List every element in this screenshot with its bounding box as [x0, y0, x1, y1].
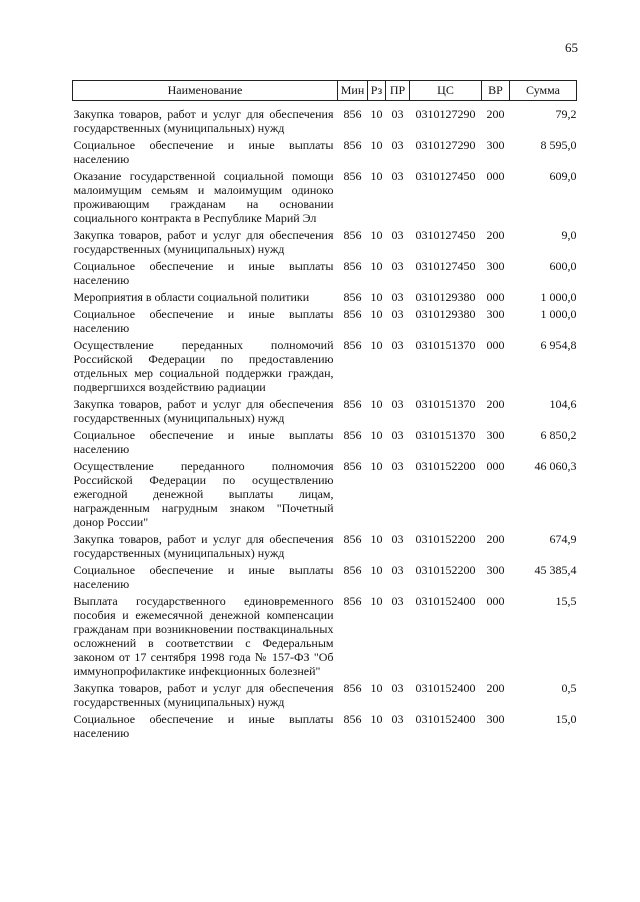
- cell-sum: 104,6: [549, 397, 577, 411]
- cell-cs: 0310151370: [415, 428, 476, 442]
- cell-rz: 10: [370, 338, 383, 352]
- table-row: [73, 560, 577, 591]
- cell-name: Социальное обеспечение и иные выплаты населению: [73, 307, 334, 335]
- cell-min: 856: [343, 459, 362, 473]
- cell-rz: 10: [370, 169, 383, 183]
- cell-cs: 0310127290: [415, 138, 476, 152]
- cell-pr: 03: [391, 428, 404, 442]
- cell-rz: 10: [370, 228, 383, 242]
- table-row: [73, 256, 577, 287]
- table-row: [73, 225, 577, 256]
- table-row: [73, 425, 577, 456]
- cell-pr: 03: [391, 594, 404, 608]
- cell-name: Социальное обеспечение и иные выплаты населению: [73, 259, 334, 287]
- cell-cs: 0310152200: [415, 459, 476, 473]
- cell-cs: 0310151370: [415, 338, 476, 352]
- cell-vr: 300: [486, 563, 505, 577]
- cell-rz: 10: [370, 290, 383, 304]
- cell-cs: 0310152400: [415, 681, 476, 695]
- cell-cs: 0310152400: [415, 712, 476, 726]
- cell-pr: 03: [391, 532, 404, 546]
- cell-vr: 200: [486, 397, 505, 411]
- cell-cs: 0310127450: [415, 169, 476, 183]
- cell-name: Закупка товаров, работ и услуг для обеспечения государственных (муниципальных) нужд: [73, 228, 334, 256]
- table-header: [73, 81, 577, 101]
- cell-name: Выплата государственного единовременного пособия и ежемесячной денежной компенсации гражданам при возникновении поствакцинальных осложнений в соответствии с Федеральным законом от 17 сентября 1998 года № 157-ФЗ "Об иммунопрофилактике инфекционных болезней": [73, 594, 334, 678]
- cell-name: Социальное обеспечение и иные выплаты населению: [73, 563, 334, 591]
- table-row: [73, 591, 577, 678]
- cell-sum: 674,9: [549, 532, 577, 546]
- table-row: [73, 529, 577, 560]
- table-row: [73, 456, 577, 529]
- cell-pr: 03: [391, 681, 404, 695]
- cell-sum: 0,5: [561, 681, 577, 695]
- cell-vr: 200: [486, 532, 505, 546]
- cell-cs: 0310151370: [415, 397, 476, 411]
- header-name: Наименование: [73, 81, 338, 101]
- cell-rz: 10: [370, 107, 383, 121]
- cell-vr: 200: [486, 681, 505, 695]
- cell-rz: 10: [370, 138, 383, 152]
- cell-cs: 0310127450: [415, 259, 476, 273]
- cell-pr: 03: [391, 397, 404, 411]
- cell-pr: 03: [391, 712, 404, 726]
- table-row: [73, 709, 577, 740]
- cell-min: 856: [343, 563, 362, 577]
- cell-vr: 200: [486, 228, 505, 242]
- table-row: [73, 135, 577, 166]
- cell-min: 856: [343, 712, 362, 726]
- cell-sum: 45 385,4: [534, 563, 577, 577]
- cell-vr: 300: [486, 259, 505, 273]
- cell-cs: 0310129380: [415, 307, 476, 321]
- cell-vr: 300: [486, 712, 505, 726]
- header-sum: Сумма: [510, 81, 577, 101]
- cell-min: 856: [343, 594, 362, 608]
- budget-table: [72, 80, 577, 740]
- cell-min: 856: [343, 259, 362, 273]
- cell-cs: 0310127450: [415, 228, 476, 242]
- cell-name: Мероприятия в области социальной политики: [73, 290, 310, 304]
- cell-vr: 000: [486, 459, 505, 473]
- cell-min: 856: [343, 169, 362, 183]
- cell-sum: 1 000,0: [540, 290, 577, 304]
- cell-name: Закупка товаров, работ и услуг для обеспечения государственных (муниципальных) нужд: [73, 681, 334, 709]
- cell-rz: 10: [370, 681, 383, 695]
- table-row: [73, 166, 577, 225]
- cell-sum: 6 954,8: [540, 338, 577, 352]
- cell-sum: 9,0: [561, 228, 577, 242]
- cell-vr: 300: [486, 307, 505, 321]
- cell-vr: 200: [486, 107, 505, 121]
- cell-min: 856: [343, 681, 362, 695]
- cell-name: Оказание государственной социальной помощи малоимущим семьям и малоимущим одиноко проживающим гражданам на основании социального контракта в Республике Марий Эл: [73, 169, 334, 225]
- cell-sum: 79,2: [555, 107, 577, 121]
- cell-name: Закупка товаров, работ и услуг для обеспечения государственных (муниципальных) нужд: [73, 397, 334, 425]
- cell-sum: 609,0: [549, 169, 577, 183]
- cell-min: 856: [343, 228, 362, 242]
- cell-name: Социальное обеспечение и иные выплаты населению: [73, 712, 334, 740]
- cell-pr: 03: [391, 228, 404, 242]
- cell-pr: 03: [391, 307, 404, 321]
- cell-rz: 10: [370, 712, 383, 726]
- cell-min: 856: [343, 532, 362, 546]
- cell-sum: 15,0: [555, 712, 577, 726]
- cell-rz: 10: [370, 532, 383, 546]
- cell-vr: 000: [486, 594, 505, 608]
- table-row: [73, 678, 577, 709]
- table-row: [73, 287, 577, 304]
- cell-pr: 03: [391, 259, 404, 273]
- cell-rz: 10: [370, 459, 383, 473]
- header-cs: ЦС: [410, 81, 482, 101]
- cell-cs: 0310152400: [415, 594, 476, 608]
- cell-rz: 10: [370, 428, 383, 442]
- cell-sum: 46 060,3: [534, 459, 577, 473]
- page-number: 65: [565, 40, 578, 55]
- cell-cs: 0310129380: [415, 290, 476, 304]
- header-rz: Рз: [368, 81, 386, 101]
- cell-sum: 8 595,0: [540, 138, 577, 152]
- cell-rz: 10: [370, 594, 383, 608]
- cell-cs: 0310152200: [415, 532, 476, 546]
- cell-cs: 0310152200: [415, 563, 476, 577]
- cell-name: Социальное обеспечение и иные выплаты населению: [73, 138, 334, 166]
- cell-min: 856: [343, 397, 362, 411]
- cell-pr: 03: [391, 338, 404, 352]
- cell-sum: 600,0: [549, 259, 577, 273]
- table-row: [73, 304, 577, 335]
- cell-pr: 03: [391, 290, 404, 304]
- cell-pr: 03: [391, 169, 404, 183]
- cell-name: Закупка товаров, работ и услуг для обеспечения государственных (муниципальных) нужд: [73, 532, 334, 560]
- cell-rz: 10: [370, 307, 383, 321]
- cell-min: 856: [343, 290, 362, 304]
- cell-sum: 6 850,2: [540, 428, 577, 442]
- cell-pr: 03: [391, 459, 404, 473]
- table-row: [73, 101, 577, 136]
- table-row: [73, 335, 577, 394]
- cell-pr: 03: [391, 563, 404, 577]
- header-min: Мин: [338, 81, 368, 101]
- header-vr: ВР: [482, 81, 510, 101]
- cell-vr: 000: [486, 169, 505, 183]
- table-body: [73, 101, 577, 741]
- cell-min: 856: [343, 107, 362, 121]
- cell-pr: 03: [391, 107, 404, 121]
- cell-min: 856: [343, 138, 362, 152]
- cell-min: 856: [343, 307, 362, 321]
- cell-vr: 000: [486, 290, 505, 304]
- cell-name: Закупка товаров, работ и услуг для обеспечения государственных (муниципальных) нужд: [73, 107, 334, 135]
- cell-sum: 1 000,0: [540, 307, 577, 321]
- table-row: [73, 394, 577, 425]
- cell-rz: 10: [370, 259, 383, 273]
- cell-name: Социальное обеспечение и иные выплаты населению: [73, 428, 334, 456]
- cell-pr: 03: [391, 138, 404, 152]
- cell-vr: 000: [486, 338, 505, 352]
- cell-vr: 300: [486, 138, 505, 152]
- cell-name: Осуществление переданного полномочия Российской Федерации по осуществлению ежегодной денежной выплаты лицам, награжденным нагрудным знаком "Почетный донор России": [73, 459, 334, 529]
- cell-sum: 15,5: [555, 594, 577, 608]
- header-pr: ПР: [386, 81, 410, 101]
- cell-cs: 0310127290: [415, 107, 476, 121]
- cell-rz: 10: [370, 563, 383, 577]
- cell-min: 856: [343, 428, 362, 442]
- cell-name: Осуществление переданных полномочий Российской Федерации по предоставлению отдельных мер социальной поддержки граждан, подвергшихся воздействию радиации: [73, 338, 334, 394]
- cell-vr: 300: [486, 428, 505, 442]
- cell-rz: 10: [370, 397, 383, 411]
- cell-min: 856: [343, 338, 362, 352]
